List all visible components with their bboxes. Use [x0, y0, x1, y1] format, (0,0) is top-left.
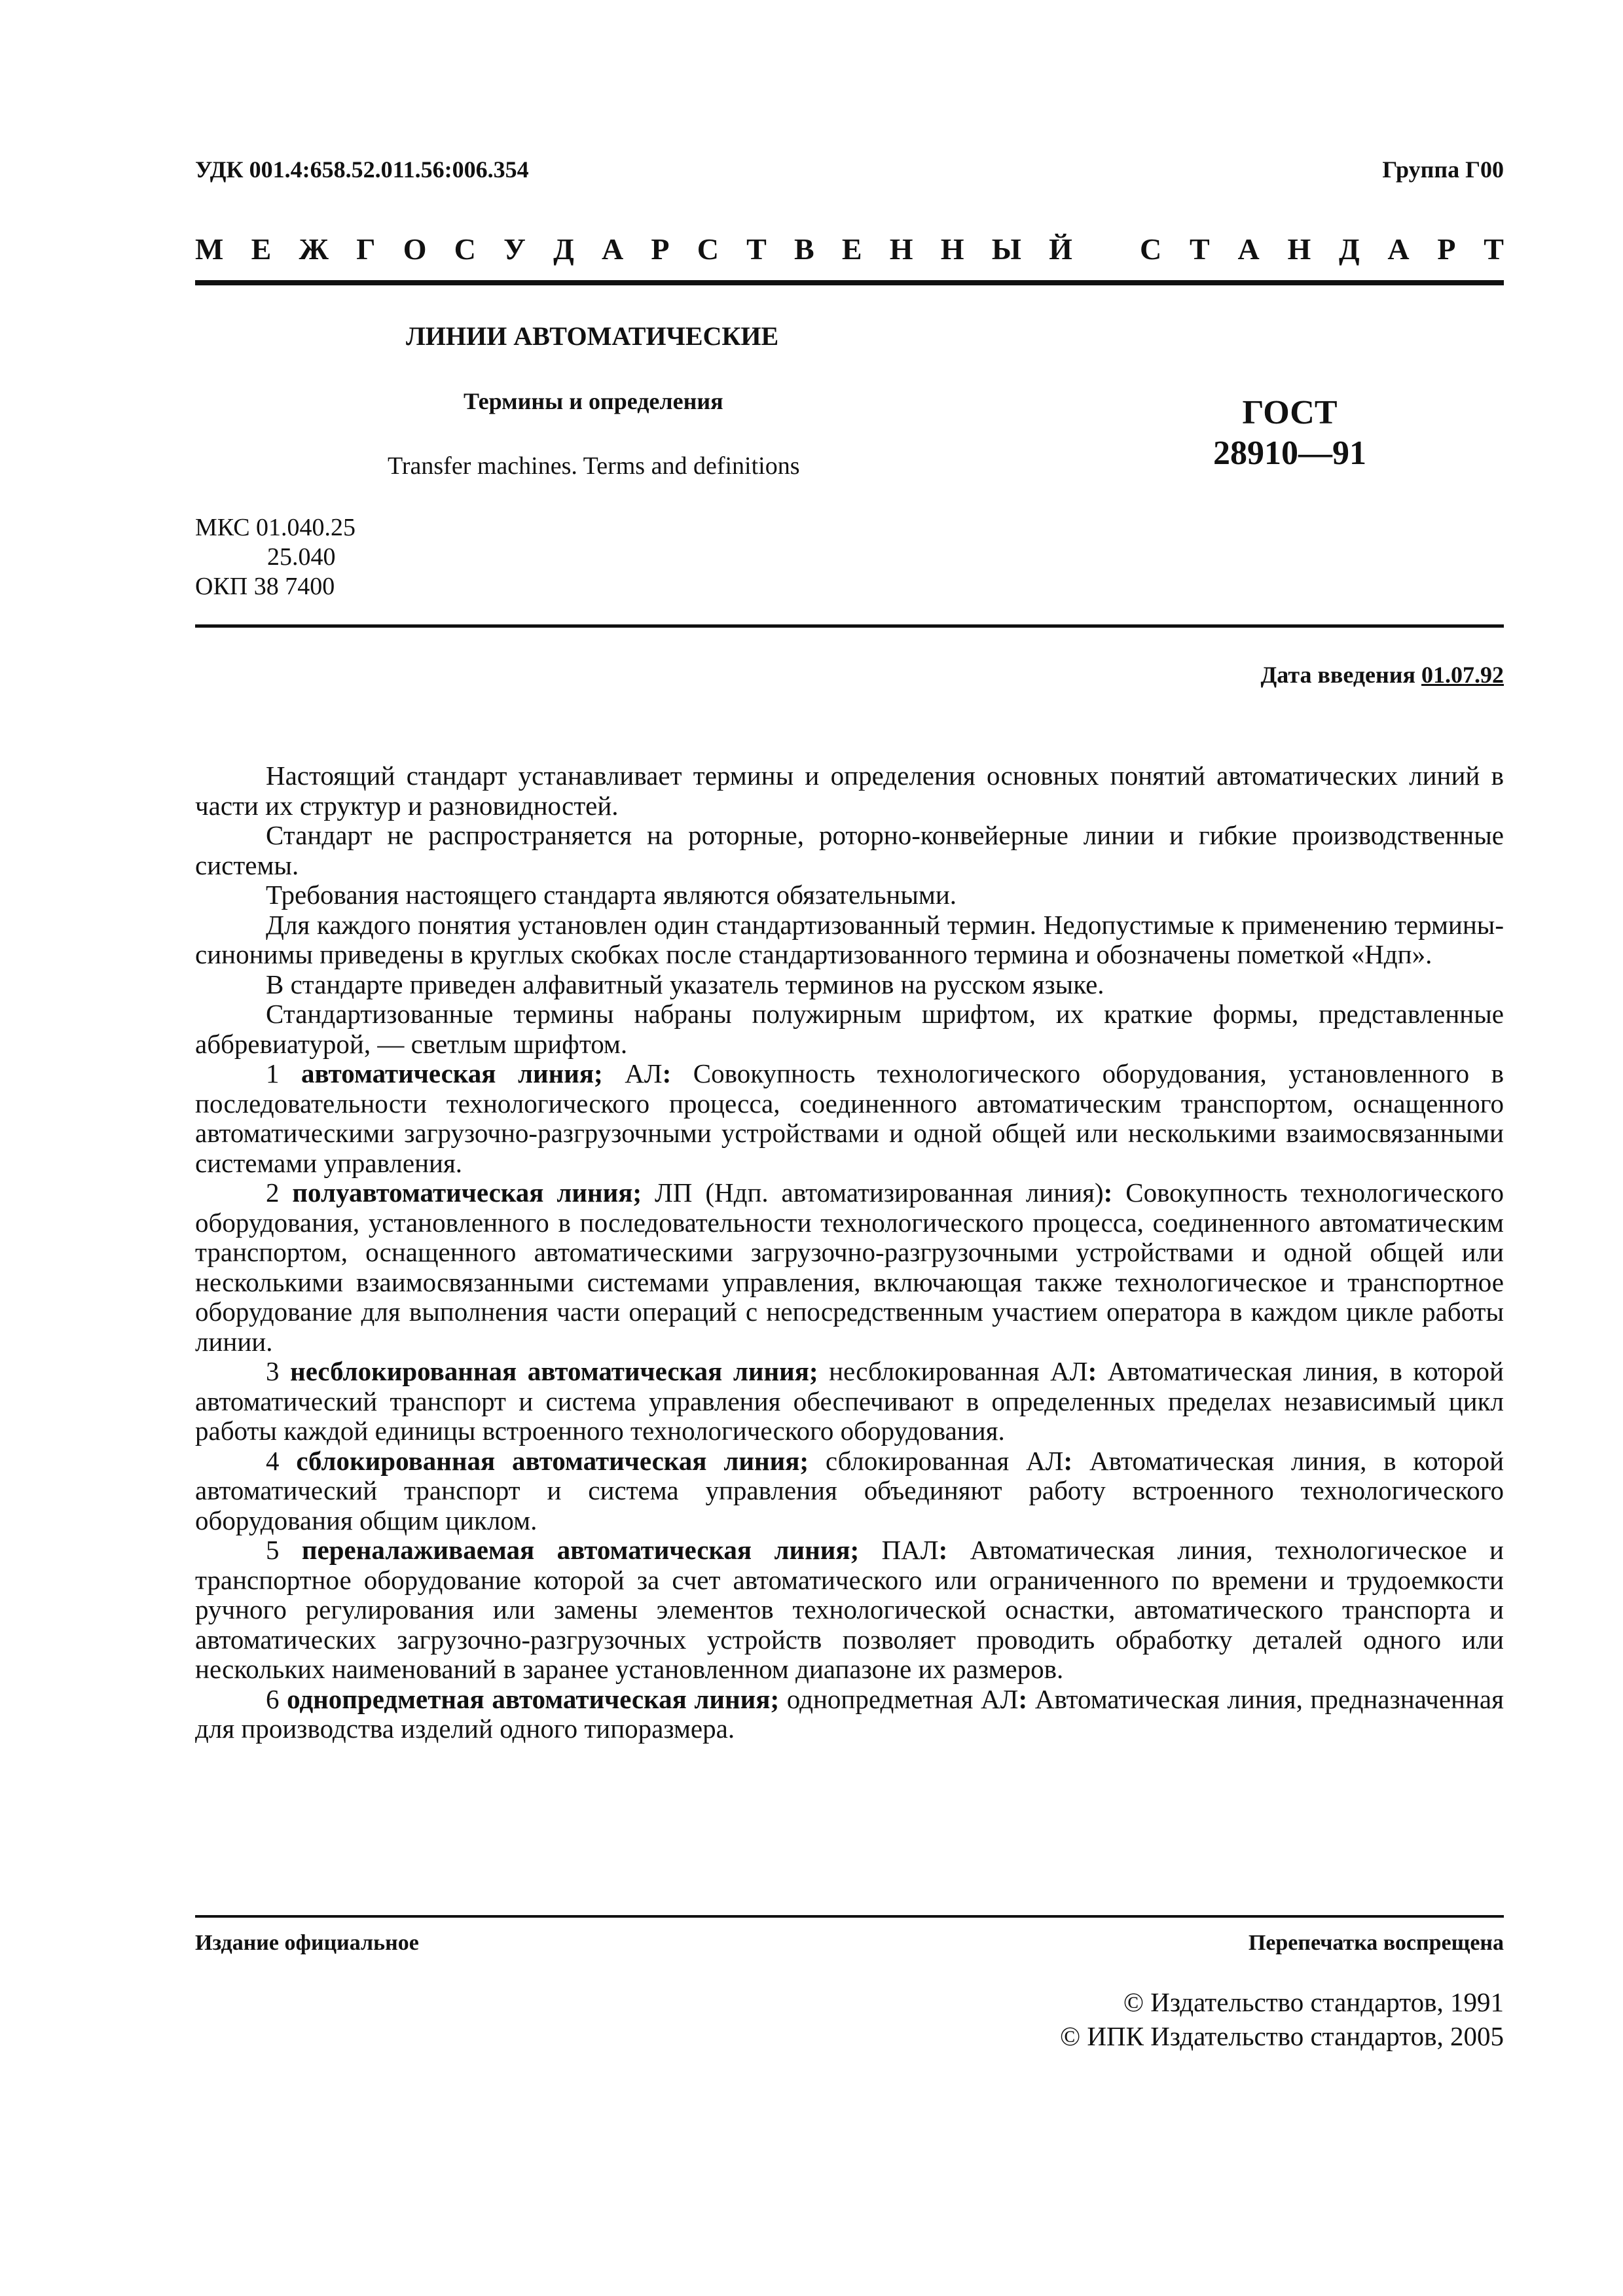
term-name: несблокированная автоматическая линия; — [290, 1356, 818, 1386]
banner-letter: У — [503, 232, 526, 266]
classification-codes — [195, 513, 356, 601]
banner-letter: А — [601, 232, 624, 266]
term-name: сблокированная автоматическая линия; — [296, 1445, 809, 1476]
banner-letter: Т — [1484, 232, 1504, 266]
term-abbreviation: несблокированная АЛ — [818, 1356, 1088, 1386]
term-abbreviation: ЛП (Ндп. автоматизированная линия) — [642, 1177, 1104, 1208]
introduction-date — [1261, 661, 1504, 689]
term-number: 5 — [266, 1535, 302, 1565]
term-number: 3 — [266, 1356, 291, 1386]
term-entry — [195, 1535, 1504, 1685]
term-number: 1 — [266, 1058, 301, 1088]
english-title: Transfer machines. Terms and definitions — [388, 452, 800, 480]
banner-letter: Й — [1049, 232, 1072, 266]
banner-letter: Т — [1190, 232, 1210, 266]
copyright-block — [1060, 1985, 1504, 2053]
gost-label: ГОСТ — [1242, 394, 1338, 431]
banner-letter: Р — [651, 232, 670, 266]
banner-letter: Р — [1437, 232, 1456, 266]
term-name: переналаживаемая автоматическая линия; — [301, 1535, 860, 1565]
term-abbreviation: ПАЛ — [859, 1535, 939, 1565]
intro-paragraph: Для каждого понятия установлен один стандартизованный термин. Недопустимые к применению термины-синонимы приведены в круглых скобках после стандартизованного термина и обозначены пометкой «Ндп». — [195, 909, 1504, 969]
intro-paragraph: В стандарте приведен алфавитный указатель терминов на русском языке. — [266, 969, 1104, 999]
banner-word-interstate — [195, 232, 1072, 266]
term-name: автоматическая линия; — [301, 1058, 603, 1088]
term-separator: : — [1063, 1445, 1073, 1476]
official-edition: Издание официальное — [195, 1931, 419, 1955]
banner-word-standard — [1140, 232, 1504, 266]
term-entry — [195, 1178, 1504, 1357]
intro-paragraph: Стандарт не распространяется на роторные, роторно-конвейерные линии и гибкие производственные системы. — [195, 820, 1504, 880]
reprint-prohibited: Перепечатка воспрещена — [1248, 1931, 1504, 1955]
banner-letter: М — [195, 232, 224, 266]
banner-letter: Е — [251, 232, 272, 266]
date-value: 01.07.92 — [1421, 662, 1504, 688]
mks-code-1: МКС 01.040.25 — [195, 514, 356, 541]
term-abbreviation: сблокированная АЛ — [809, 1445, 1064, 1476]
term-number: 4 — [266, 1445, 297, 1476]
banner-letter: Г — [356, 232, 376, 266]
standard-banner — [195, 232, 1504, 266]
gost-designation — [1185, 393, 1395, 474]
term-separator: : — [1018, 1683, 1028, 1714]
banner-letter: В — [794, 232, 814, 266]
term-entry — [195, 1357, 1504, 1446]
term-entry — [195, 1059, 1504, 1178]
banner-letter: Т — [746, 232, 767, 266]
document-title: ЛИНИИ АВТОМАТИЧЕСКИЕ — [406, 321, 779, 351]
document-body — [195, 761, 1504, 1744]
banner-letter: Д — [1339, 232, 1360, 266]
banner-letter: А — [1387, 232, 1410, 266]
mks-code-2: 25.040 — [267, 543, 336, 571]
term-separator: : — [1103, 1177, 1113, 1208]
copyright-line: © ИПК Издательство стандартов, 2005 — [1059, 2021, 1504, 2051]
term-separator: : — [938, 1535, 948, 1565]
udk-code: УДК 001.4:658.52.011.56:006.354 — [195, 156, 529, 183]
term-definition: Совокупность технологического оборудования, установленного в последовательности технологического процесса, соединенного автоматическим транспортом, оснащенного автоматическими загрузочно-разгрузочными устройствами и одной общей или несколькими взаимосвязанными системами управления, включающая также технологическое и транспортное оборудование для выполнения части операций с непосредственным участием оператора в каждом цикле работы линии. — [195, 1177, 1504, 1357]
intro-paragraph: Настоящий стандарт устанавливает термины и определения основных понятий автоматических линий в части их структур и разновидностей. — [195, 761, 1504, 821]
banner-letter: Е — [841, 232, 862, 266]
term-abbreviation: однопредметная АЛ — [779, 1683, 1019, 1714]
banner-letter: Н — [940, 232, 964, 266]
term-separator: : — [662, 1058, 672, 1088]
banner-letter: Ы — [991, 232, 1021, 266]
term-entry — [195, 1685, 1504, 1744]
footer-rule — [195, 1915, 1504, 1918]
term-number: 6 — [266, 1683, 287, 1714]
term-number: 2 — [266, 1177, 293, 1208]
banner-letter: А — [1237, 232, 1260, 266]
term-definition: Совокупность технологического оборудования, установленного в последовательности технологического процесса, соединенного автоматическим транспортом, оснащенного автоматическими загрузочно-разгрузочными устройствами и одной общей или несколькими взаимосвязанными системами управления. — [195, 1058, 1504, 1178]
term-definition: Автоматическая линия, в которой автоматический транспорт и система управления объединяют работу встроенного технологического оборудования общим циклом. — [195, 1445, 1504, 1535]
term-definition: Автоматическая линия, в которой автоматический транспорт и система управления обеспечивают в определенных пределах независимый цикл работы каждой единицы встроенного технологического оборудования. — [195, 1356, 1504, 1446]
title-block-rule — [195, 624, 1504, 628]
term-name: однопредметная автоматическая линия; — [287, 1683, 780, 1714]
banner-letter: Н — [1287, 232, 1311, 266]
intro-paragraph: Стандартизованные термины набраны полужирным шрифтом, их краткие формы, представленные аббревиатурой, — светлым шрифтом. — [195, 999, 1504, 1059]
group-code: Группа Г00 — [1382, 156, 1504, 183]
term-separator: : — [1087, 1356, 1097, 1386]
banner-letter: Н — [889, 232, 913, 266]
term-name: полуавтоматическая линия; — [292, 1177, 642, 1208]
term-entry — [195, 1446, 1504, 1536]
intro-paragraph: Требования настоящего стандарта являются обязательными. — [266, 880, 957, 910]
banner-letter: С — [697, 232, 719, 266]
banner-letter: Ж — [299, 232, 329, 266]
banner-letter: Д — [553, 232, 574, 266]
banner-letter: С — [1140, 232, 1162, 266]
term-definition: Автоматическая линия, предназначенная для производства изделий одного типоразмера. — [195, 1683, 1504, 1744]
document-subtitle: Термины и определения — [464, 388, 723, 414]
copyright-line: © Издательство стандартов, 1991 — [1123, 1987, 1504, 2017]
terms-list — [195, 1059, 1504, 1744]
okp-code: ОКП 38 7400 — [195, 573, 335, 600]
term-definition: Автоматическая линия, технологическое и транспортное оборудование которой за счет автоматического или ограниченного по времени и трудоемкости ручного регулирования или замены элементов технологической оснастки, автоматического транспорта и автоматических загрузочно-разгрузочных устройств позволяет проводить обработку деталей одного или нескольких наименований в заранее установленном диапазоне их размеров. — [195, 1535, 1504, 1684]
term-abbreviation: АЛ — [602, 1058, 663, 1088]
banner-rule — [195, 280, 1504, 285]
banner-letter: С — [454, 232, 476, 266]
banner-letter: О — [403, 232, 427, 266]
date-label: Дата введения — [1260, 662, 1415, 688]
gost-number: 28910—91 — [1213, 435, 1366, 472]
